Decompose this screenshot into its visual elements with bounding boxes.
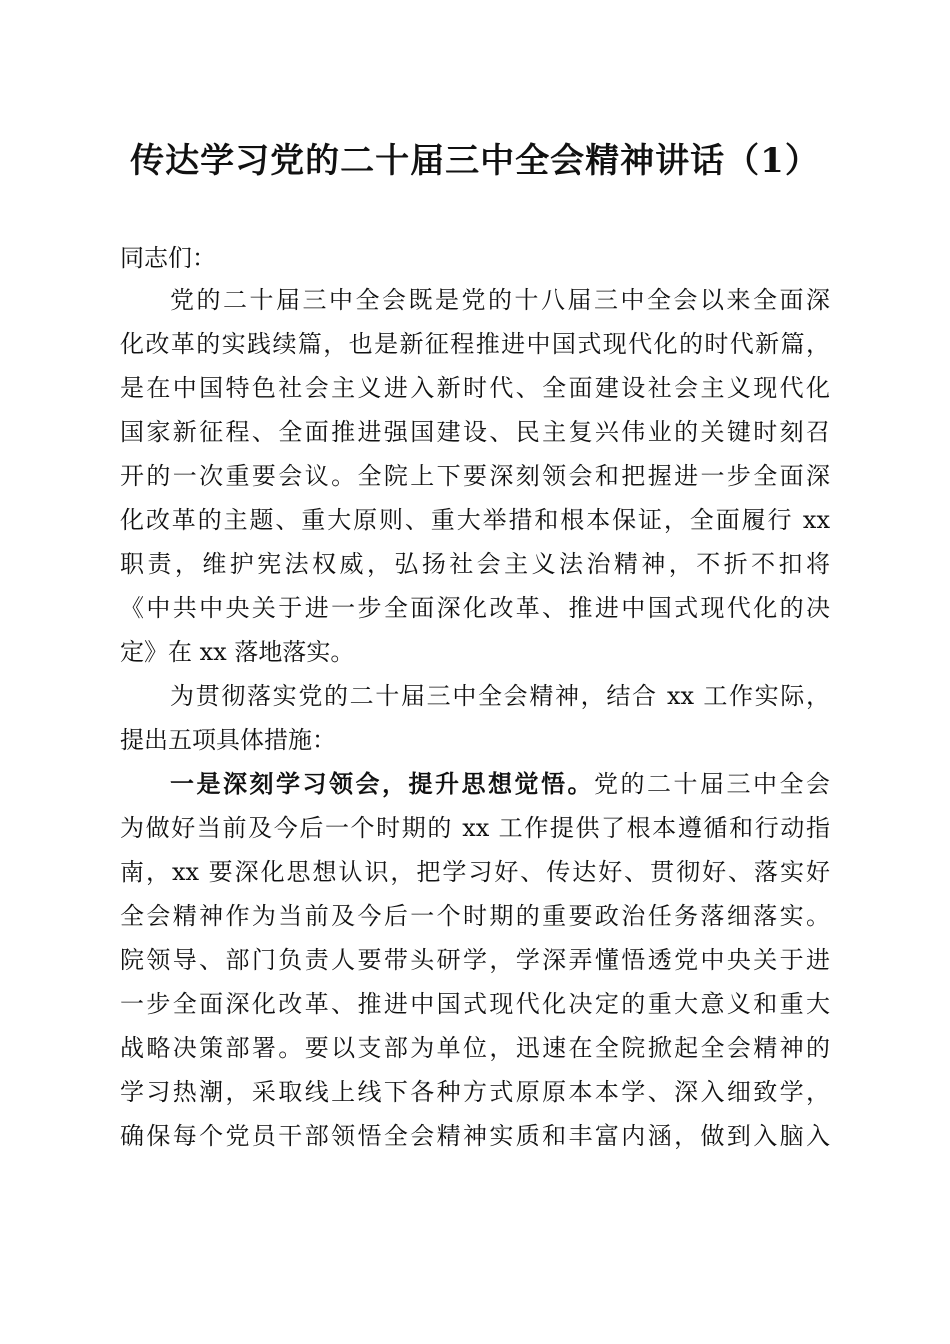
paragraph-first-line [170,762,830,806]
paragraph-line: 为做好当前及今后一个时期的 xx 工作提供了根本遵循和行动指 [120,814,830,842]
paragraph-line: 战略决策部署。要以支部为单位，迅速在全院掀起全会精神的 [120,1034,830,1062]
paragraph-line: 定》在 xx 落地落实。 [120,638,355,666]
paragraph-line: 《中共中央关于进一步全面深化改革、推进中国式现代化的决 [120,594,830,622]
paragraph-line: 确保每个党员干部领悟全会精神实质和丰富内涵，做到入脑入 [120,1122,830,1150]
measure-heading: 一是深刻学习领会，提升思想觉悟。 [170,769,594,798]
salutation: 同志们： [120,244,216,272]
paragraph-line: 是在中国特色社会主义进入新时代、全面建设社会主义现代化 [120,374,830,402]
paragraph-text: 党的二十届三中全会 [594,770,830,798]
paragraph-line: 为贯彻落实党的二十届三中全会精神，结合 xx 工作实际， [170,682,830,710]
paragraph-line: 南，xx 要深化思想认识，把学习好、传达好、贯彻好、落实好 [120,858,830,886]
paragraph-line: 化改革的实践续篇，也是新征程推进中国式现代化的时代新篇， [120,330,830,358]
paragraph-line: 化改革的主题、重大原则、重大举措和根本保证，全面履行 xx [120,506,830,534]
paragraph-line: 职责，维护宪法权威，弘扬社会主义法治精神，不折不扣将 [120,550,830,578]
paragraph-line: 学习热潮，采取线上线下各种方式原原本本学、深入细致学， [120,1078,830,1106]
paragraph-line: 提出五项具体措施： [120,726,336,754]
paragraph-line: 党的二十届三中全会既是党的十八届三中全会以来全面深 [170,286,830,314]
paragraph-line: 全会精神作为当前及今后一个时期的重要政治任务落细落实。 [120,902,830,930]
paragraph-line: 国家新征程、全面推进强国建设、民主复兴伟业的关键时刻召 [120,418,830,446]
document-title: 传达学习党的二十届三中全会精神讲话（1） [130,141,820,181]
paragraph-line: 一步全面深化改革、推进中国式现代化决定的重大意义和重大 [120,990,830,1018]
paragraph-line: 开的一次重要会议。全院上下要深刻领会和把握进一步全面深 [120,462,830,490]
paragraph-line: 院领导、部门负责人要带头研学，学深弄懂悟透党中央关于进 [120,946,830,974]
